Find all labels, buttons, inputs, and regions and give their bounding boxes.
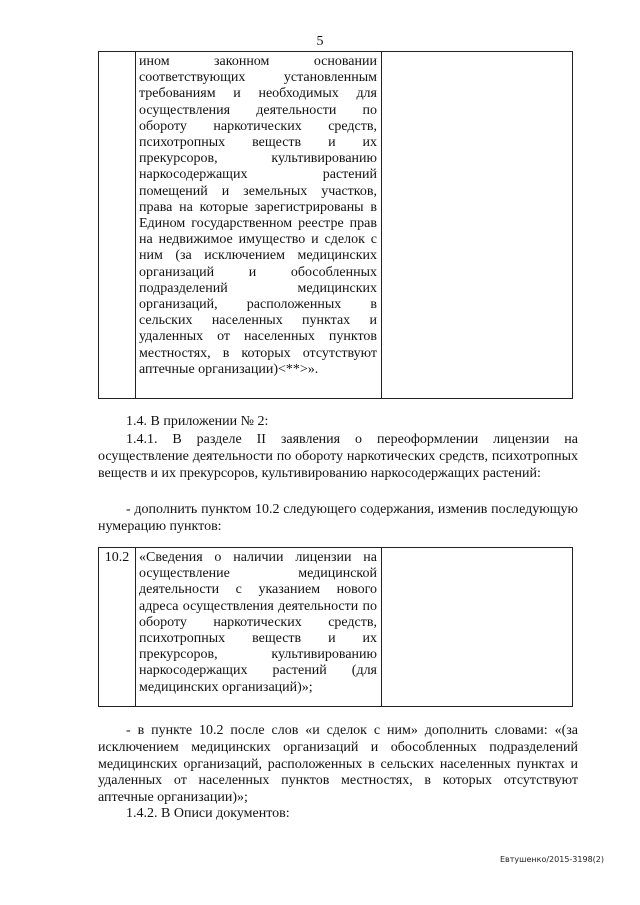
point-10-2-table <box>98 547 573 707</box>
paragraph-1-4-2: 1.4.2. В Описи документов: <box>126 806 290 821</box>
table-cell-text: «Сведения о наличии лицензии на осуществление медицинской деятельности с указанием нового адреса осуществления деятельности по обороту наркотических средств, психотропных веществ и их прекурсоров, культивированию наркосодержащих растений (для медицинских организаций)»; <box>139 550 377 695</box>
empty-cell <box>382 548 573 707</box>
continued-table <box>98 51 573 399</box>
paragraph-1-4: 1.4. В приложении № 2: <box>126 414 269 429</box>
point-number: 10.2 <box>104 550 130 565</box>
table-cell-text: ином законном основании соответствующих установленным требованиям и необходимых для осуществления деятельности по обороту наркотических средств, психотропных веществ и их прекурсоров, культивированию наркосодержащих растений помещений и земельных участков, права на которые зарегистрированы в Едином государственном реестре прав на недвижимое имущество и сделок с ним (за исключением медицинских организаций и обособленных подразделений медицинских организаций, расположенных в сельских населенных пунктах и удаленных от населенных пунктов местностях, в которых отсутствуют аптечные организации)<**>». <box>139 54 377 377</box>
table-row <box>99 548 573 707</box>
paragraph-in-point-10-2: - в пункте 10.2 после слов «и сделок с ним» дополнить словами: «(за исключением медицинских организаций и обособленных подразделений медицинских организаций, расположенных в сельских населенных пунктах и удаленных от населенных пунктов местностях, в которых отсутствуют аптечные организации)»; <box>98 723 578 806</box>
table-row <box>99 52 573 399</box>
paragraph-add-point: - дополнить пунктом 10.2 следующего содержания, изменив последующую нумерацию пунктов: <box>98 502 578 534</box>
page-number: 5 <box>316 34 324 49</box>
paragraph-1-4-1: 1.4.1. В разделе II заявления о переоформлении лицензии на осуществление деятельности по обороту наркотических средств, психотропных веществ и их прекурсоров, культивированию наркосодержащих растений: <box>98 432 578 481</box>
content-cell <box>136 548 382 707</box>
number-cell <box>99 548 136 707</box>
number-column <box>99 52 136 399</box>
empty-cell <box>382 52 573 399</box>
content-cell <box>136 52 382 399</box>
footer-reference: Евтушенко/2015-3198(2) <box>500 855 604 864</box>
